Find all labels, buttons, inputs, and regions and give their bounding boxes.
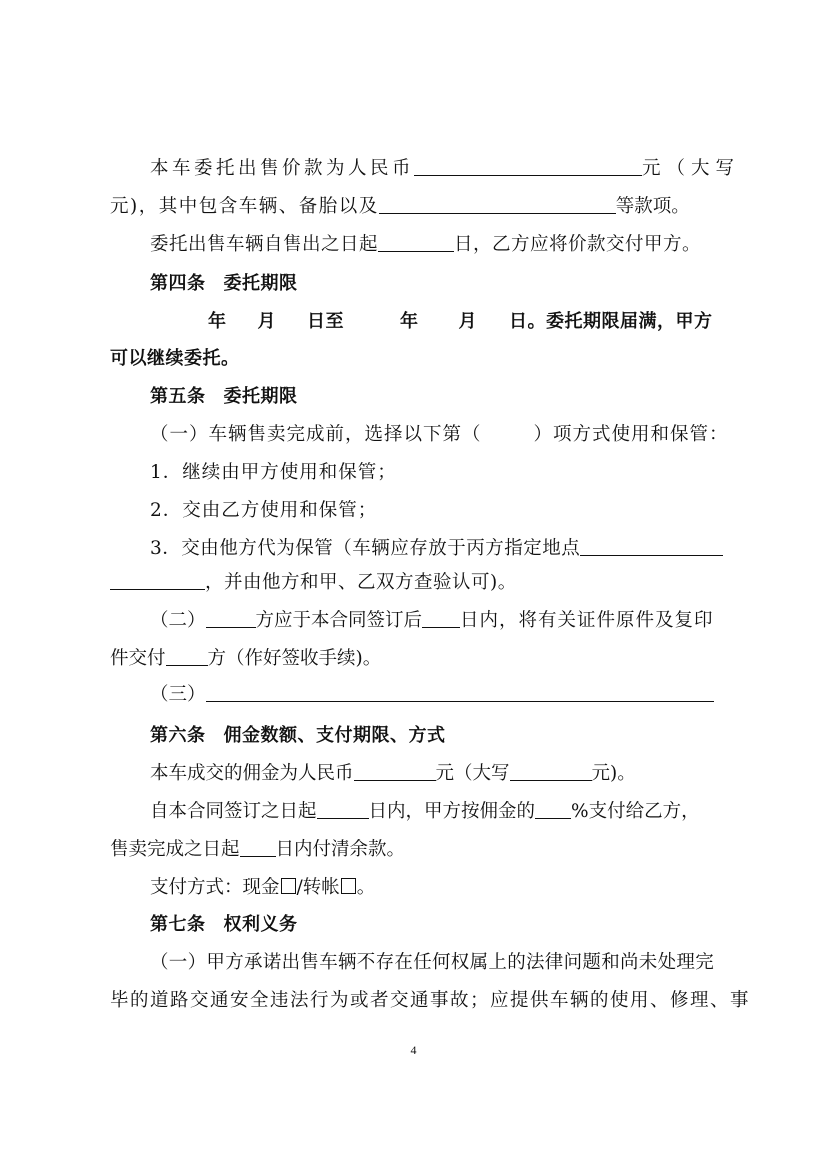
text: 年 bbox=[400, 311, 419, 332]
cash-checkbox[interactable] bbox=[281, 878, 296, 894]
text: 支付方式：现金 bbox=[150, 877, 280, 898]
party-blank[interactable] bbox=[166, 647, 208, 666]
text: 元（大写 bbox=[435, 763, 510, 784]
text: 自本合同签订之日起 bbox=[150, 801, 317, 822]
percent-blank[interactable] bbox=[535, 800, 571, 819]
article-5-heading bbox=[150, 385, 298, 409]
article-title: 佣金数额、支付期限、方式 bbox=[223, 725, 446, 746]
location-blank[interactable] bbox=[580, 537, 723, 556]
days-blank[interactable] bbox=[317, 800, 369, 819]
other-terms-blank[interactable] bbox=[206, 683, 714, 702]
clause-5-2-cont bbox=[110, 647, 381, 671]
days-blank[interactable] bbox=[240, 838, 276, 857]
text: 2．交由乙方使用和保管； bbox=[150, 500, 378, 521]
party-blank[interactable] bbox=[206, 609, 256, 628]
article-title: 权利义务 bbox=[223, 914, 298, 935]
article-number: 第五条 bbox=[150, 386, 206, 407]
text: 日内，将有关证件原件及复印 bbox=[460, 610, 714, 631]
text: 3．交由他方代为保管（车辆应存放于丙方指定地点 bbox=[150, 538, 581, 559]
text: ，并由他方和甲、乙双方查验认可)。 bbox=[205, 572, 517, 593]
text: 1．继续由甲方使用和保管； bbox=[150, 462, 397, 483]
text: 年 bbox=[208, 311, 227, 332]
article-number: 第六条 bbox=[150, 725, 206, 746]
text: 日，乙方应将价款交付甲方。 bbox=[454, 234, 702, 255]
text: 日内付清余款。 bbox=[275, 839, 406, 860]
article-4-heading bbox=[150, 272, 298, 296]
transfer-checkbox[interactable] bbox=[341, 878, 356, 894]
text: 。 bbox=[356, 877, 376, 898]
text: /转帐 bbox=[296, 877, 340, 898]
payment-days-line bbox=[150, 233, 701, 257]
text: %支付给乙方， bbox=[571, 801, 700, 822]
text: 元)。 bbox=[591, 763, 636, 784]
article-number: 第七条 bbox=[150, 914, 206, 935]
days-blank[interactable] bbox=[422, 609, 460, 628]
page-number: 4 bbox=[410, 1043, 417, 1057]
price-items-line bbox=[110, 195, 690, 219]
article-4-text bbox=[208, 310, 713, 334]
text: （二） bbox=[150, 610, 206, 631]
text: 日至 bbox=[307, 311, 344, 332]
text: 方（作好签收手续)。 bbox=[207, 648, 382, 669]
article-6-heading bbox=[150, 724, 446, 748]
text: 委托出售车辆自售出之日起 bbox=[150, 234, 379, 255]
items-blank[interactable] bbox=[379, 195, 616, 214]
text: 售卖完成之日起 bbox=[110, 839, 240, 860]
text: 方应于本合同签订后 bbox=[255, 610, 423, 631]
text: 元)，其中包含车辆、备胎以及 bbox=[110, 196, 379, 217]
text: 月 bbox=[257, 311, 276, 332]
payment-method-line bbox=[150, 876, 375, 900]
text: 本车成交的佣金为人民币 bbox=[150, 763, 354, 784]
price-blank[interactable] bbox=[414, 157, 642, 176]
article-7-heading bbox=[150, 913, 298, 937]
text: 可以继续委托。 bbox=[110, 348, 240, 369]
commission-payment-line bbox=[150, 800, 700, 824]
clause-5-1 bbox=[150, 423, 729, 447]
days-blank[interactable] bbox=[378, 233, 454, 252]
text: （一）甲方承诺出售车辆不存在任何权属上的法律问题和尚未处理完 bbox=[150, 952, 715, 973]
clause-7-1 bbox=[150, 951, 714, 975]
article-title: 委托期限 bbox=[223, 386, 298, 407]
commission-balance-line bbox=[110, 838, 405, 862]
clause-5-1-option-3 bbox=[150, 537, 723, 561]
text: 元（大写 bbox=[642, 158, 741, 179]
article-4-text-cont bbox=[110, 347, 240, 371]
article-number: 第四条 bbox=[150, 273, 206, 294]
price-line bbox=[150, 157, 740, 181]
text: 毕的道路交通安全违法行为或者交通事故；应提供车辆的使用、修理、事 bbox=[110, 990, 751, 1011]
text: ）项方式使用和保管： bbox=[533, 424, 729, 445]
amount-words-blank[interactable] bbox=[510, 762, 592, 781]
article-title: 委托期限 bbox=[223, 273, 298, 294]
text: 月 bbox=[458, 311, 477, 332]
text: 本车委托出售价款为人民币 bbox=[150, 158, 415, 179]
clause-5-1-option-3-cont bbox=[110, 571, 517, 595]
clause-7-1-cont bbox=[110, 989, 750, 1013]
text: 等款项。 bbox=[615, 196, 690, 217]
clause-5-3 bbox=[150, 683, 714, 707]
clause-5-2 bbox=[150, 609, 714, 633]
amount-blank[interactable] bbox=[354, 762, 436, 781]
clause-5-1-option-1 bbox=[150, 461, 397, 485]
commission-amount-line bbox=[150, 762, 636, 786]
text: 日内，甲方按佣金的 bbox=[368, 801, 536, 822]
text: （一）车辆售卖完成前，选择以下第（ bbox=[150, 424, 482, 445]
text: 件交付 bbox=[110, 648, 166, 669]
location-blank-cont[interactable] bbox=[110, 571, 205, 590]
clause-5-1-option-2 bbox=[150, 499, 377, 523]
text: 日。委托期限届满，甲方 bbox=[509, 311, 713, 332]
text: （三） bbox=[150, 684, 206, 705]
